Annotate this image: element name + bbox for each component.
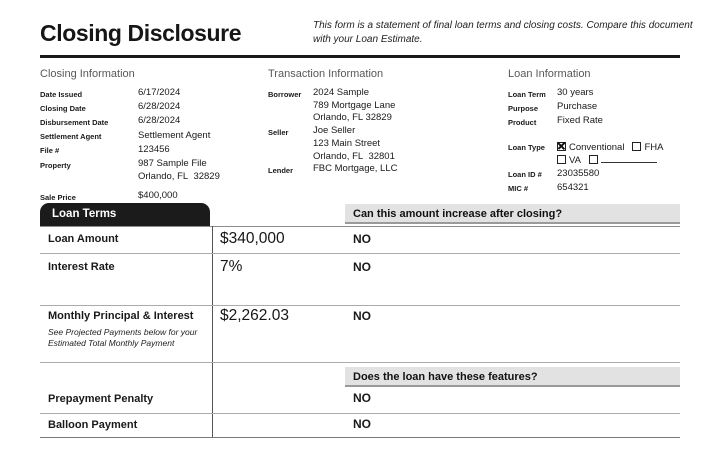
info-row-seller (268, 125, 498, 163)
field-value: $400,000 (138, 190, 178, 202)
info-row-settlement-agent (40, 130, 258, 144)
field-label: File # (40, 146, 60, 156)
field-label: Borrower (268, 89, 302, 99)
field-label: Loan ID # (508, 170, 542, 180)
spacer (40, 183, 258, 190)
field-label: Loan Type (508, 143, 545, 153)
property-address-line2: Orlando, FL 32829 (138, 170, 220, 182)
section-heading: Closing Information (40, 68, 135, 80)
loan-amount-label: Loan Amount (48, 233, 119, 245)
monthly-pi-subnote: See Projected Payments below for your Estimated Total Monthly Payment (48, 327, 198, 349)
row-divider (40, 253, 680, 254)
borrower-address-line2: Orlando, FL 32829 (313, 112, 392, 124)
field-value: 6/28/2024 (138, 101, 181, 113)
info-row-loan-id (508, 168, 688, 182)
checkbox-option-fha (632, 142, 663, 153)
seller-name: Joe Seller (313, 125, 356, 137)
checkbox-other-icon (589, 155, 598, 164)
checkbox-option-va (557, 155, 581, 166)
info-row-loan-term (508, 87, 688, 101)
info-row-purpose (508, 101, 688, 115)
info-row-lender (268, 163, 498, 177)
info-row-date-issued (40, 87, 258, 101)
field-label: Disbursement Date (40, 117, 109, 127)
balloon-payment-answer: NO (353, 417, 371, 431)
field-value: 654321 (557, 181, 589, 193)
prepayment-penalty-answer: NO (353, 391, 371, 405)
checkbox-option-conventional (557, 142, 624, 153)
field-value: 6/17/2024 (138, 87, 181, 98)
field-label: Settlement Agent (40, 132, 102, 142)
checkbox-label: FHA (644, 141, 664, 153)
field-value: Fixed Rate (557, 115, 603, 127)
checkbox-fha-icon (632, 142, 641, 151)
form-purpose-note: This form is a statement of final loan terms and closing costs. Compare this document with your Loan Estimate. (313, 20, 693, 45)
borrower-name: 2024 Sample (313, 87, 369, 98)
checkbox-label: Conventional (569, 141, 625, 153)
balloon-payment-label: Balloon Payment (48, 419, 138, 431)
prepayment-penalty-label: Prepayment Penalty (48, 393, 154, 405)
row-divider (40, 305, 680, 306)
interest-rate-answer: NO (353, 260, 371, 274)
field-value: 123456 (138, 143, 170, 155)
field-label: Product (508, 117, 537, 127)
interest-rate-value: 7% (220, 258, 243, 275)
loan-terms-tab: Loan Terms (40, 203, 210, 226)
info-row-file-number (40, 144, 258, 158)
field-label: Loan Term (508, 89, 546, 99)
interest-rate-label: Interest Rate (48, 261, 115, 273)
borrower-address-line1: 789 Mortgage Lane (313, 99, 396, 111)
field-value: 30 years (557, 87, 594, 98)
field-label: Lender (268, 165, 294, 175)
info-row-disbursement-date (40, 115, 258, 129)
loan-terms-table (40, 203, 680, 438)
field-label: Purpose (508, 103, 539, 113)
seller-address-line2: Orlando, FL 32801 (313, 150, 395, 162)
field-label: Seller (268, 127, 289, 137)
info-row-loan-type (508, 141, 688, 168)
field-label: Closing Date (40, 103, 86, 113)
monthly-pi-answer: NO (353, 309, 371, 323)
info-row-borrower (268, 87, 498, 125)
loan-information-section (508, 68, 688, 196)
row-divider (40, 413, 680, 414)
blank-fill-line (601, 154, 657, 163)
loan-type-options (557, 141, 688, 168)
field-value: 6/28/2024 (138, 115, 181, 127)
question-increase-header: Can this amount increase after closing? (345, 204, 680, 224)
monthly-pi-value: $2,262.03 (220, 307, 289, 324)
checkbox-va-icon (557, 155, 566, 164)
seller-address-line1: 123 Main Street (313, 137, 381, 149)
field-value: Settlement Agent (138, 129, 211, 141)
info-row-property (40, 158, 258, 183)
table-bottom-rule (40, 437, 680, 438)
header-rule (40, 55, 680, 58)
field-value: Purchase (557, 101, 598, 113)
checkbox-conventional-icon (557, 142, 566, 151)
loan-type-line1 (557, 141, 688, 155)
question-features-header: Does the loan have these features? (345, 367, 680, 387)
checkbox-label: VA (569, 155, 581, 167)
page-title: Closing Disclosure (40, 20, 242, 46)
closing-information-section (40, 68, 258, 205)
loan-amount-value: $340,000 (220, 230, 285, 247)
lender-name: FBC Mortgage, LLC (313, 163, 398, 175)
info-row-product (508, 115, 688, 129)
loan-amount-answer: NO (353, 232, 371, 246)
field-label: Date Issued (40, 89, 83, 99)
field-value (313, 125, 498, 163)
field-label: MIC # (508, 184, 529, 194)
field-value: 23035580 (557, 167, 600, 179)
spacer (508, 130, 688, 141)
section-heading: Loan Information (508, 68, 591, 80)
checkbox-option-other (589, 155, 657, 166)
field-value (138, 158, 258, 183)
transaction-information-section (268, 68, 498, 177)
info-row-mic (508, 182, 688, 196)
info-row-closing-date (40, 101, 258, 115)
section-heading: Transaction Information (268, 68, 384, 80)
field-value (313, 87, 498, 125)
field-label: Sale Price (40, 192, 76, 202)
monthly-pi-label: Monthly Principal & Interest (48, 310, 194, 322)
row-divider (40, 362, 680, 363)
loan-type-line2 (557, 154, 688, 168)
row-divider (40, 226, 680, 227)
property-address-line1: 987 Sample File (138, 158, 207, 170)
field-label: Property (40, 160, 71, 170)
